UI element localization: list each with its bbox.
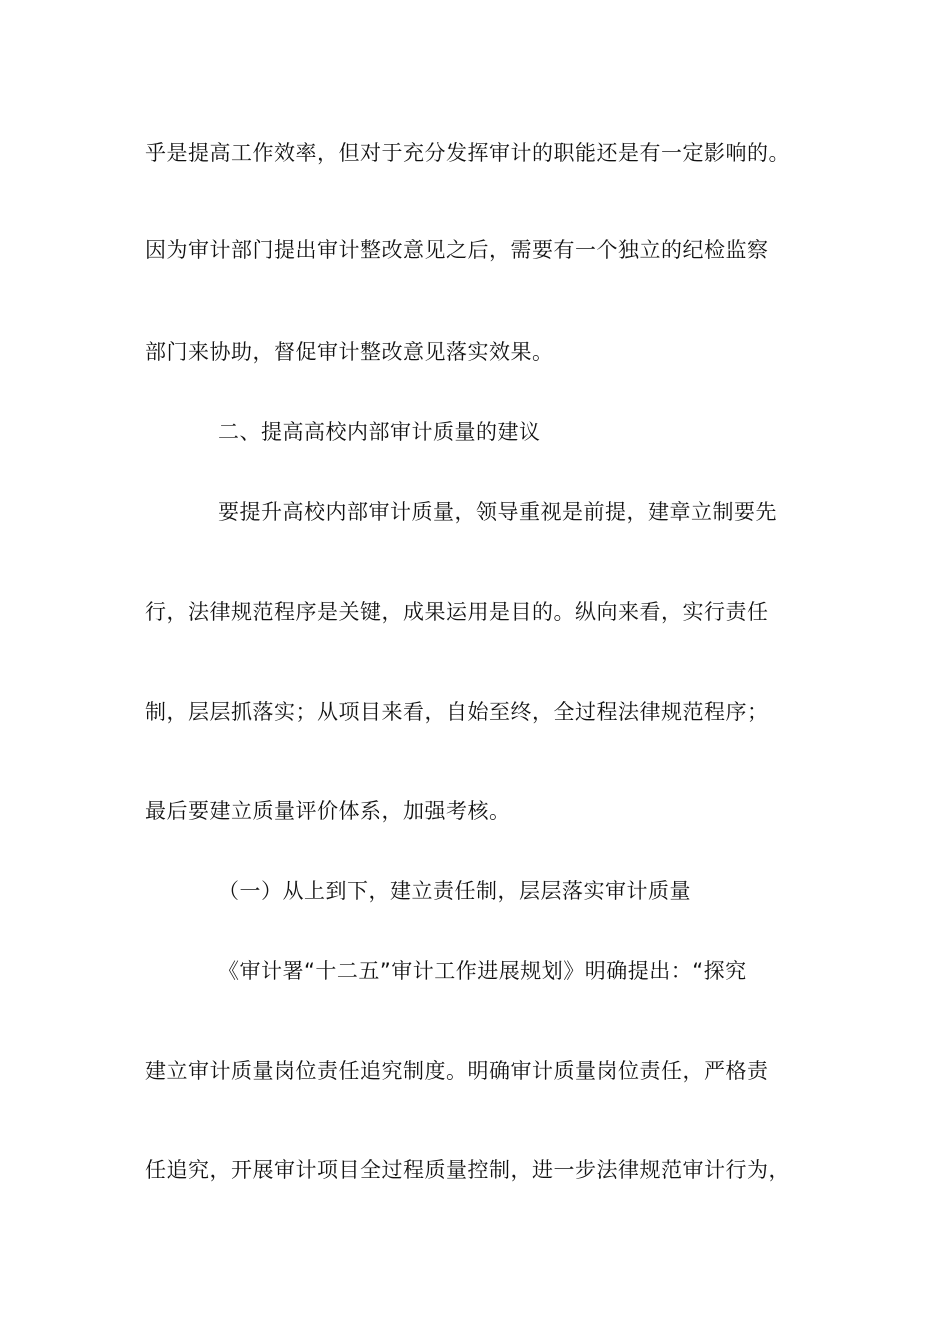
paragraph-line-3: 部门来协助，督促审计整改意见落实效果。 xyxy=(145,340,554,364)
section-heading: 二、提高高校内部审计质量的建议 xyxy=(218,420,541,444)
paragraph-line-7: 制，层层抓落实；从项目来看，自始至终，全过程法律规范程序； xyxy=(145,700,769,724)
paragraph-line-11: 建立审计质量岗位责任追究制度。明确审计质量岗位责任，严格责 xyxy=(145,1059,769,1083)
paragraph-line-1: 乎是提高工作效率，但对于充分发挥审计的职能还是有一定影响的。 xyxy=(145,141,790,165)
subsection-heading: （一）从上到下，建立责任制，层层落实审计质量 xyxy=(218,879,691,903)
paragraph-line-12: 任追究，开展审计项目全过程质量控制，进一步法律规范审计行为， xyxy=(145,1158,790,1182)
paragraph-line-6: 行，法律规范程序是关键，成果运用是目的。纵向来看，实行责任 xyxy=(145,600,769,624)
paragraph-line-2: 因为审计部门提出审计整改意见之后，需要有一个独立的纪检监察 xyxy=(145,238,769,262)
paragraph-line-8: 最后要建立质量评价体系，加强考核。 xyxy=(145,799,511,823)
paragraph-line-5: 要提升高校内部审计质量，领导重视是前提，建章立制要先 xyxy=(218,500,777,524)
paragraph-line-10: 《审计署“十二五”审计工作进展规划》明确提出：“探究 xyxy=(218,959,747,983)
